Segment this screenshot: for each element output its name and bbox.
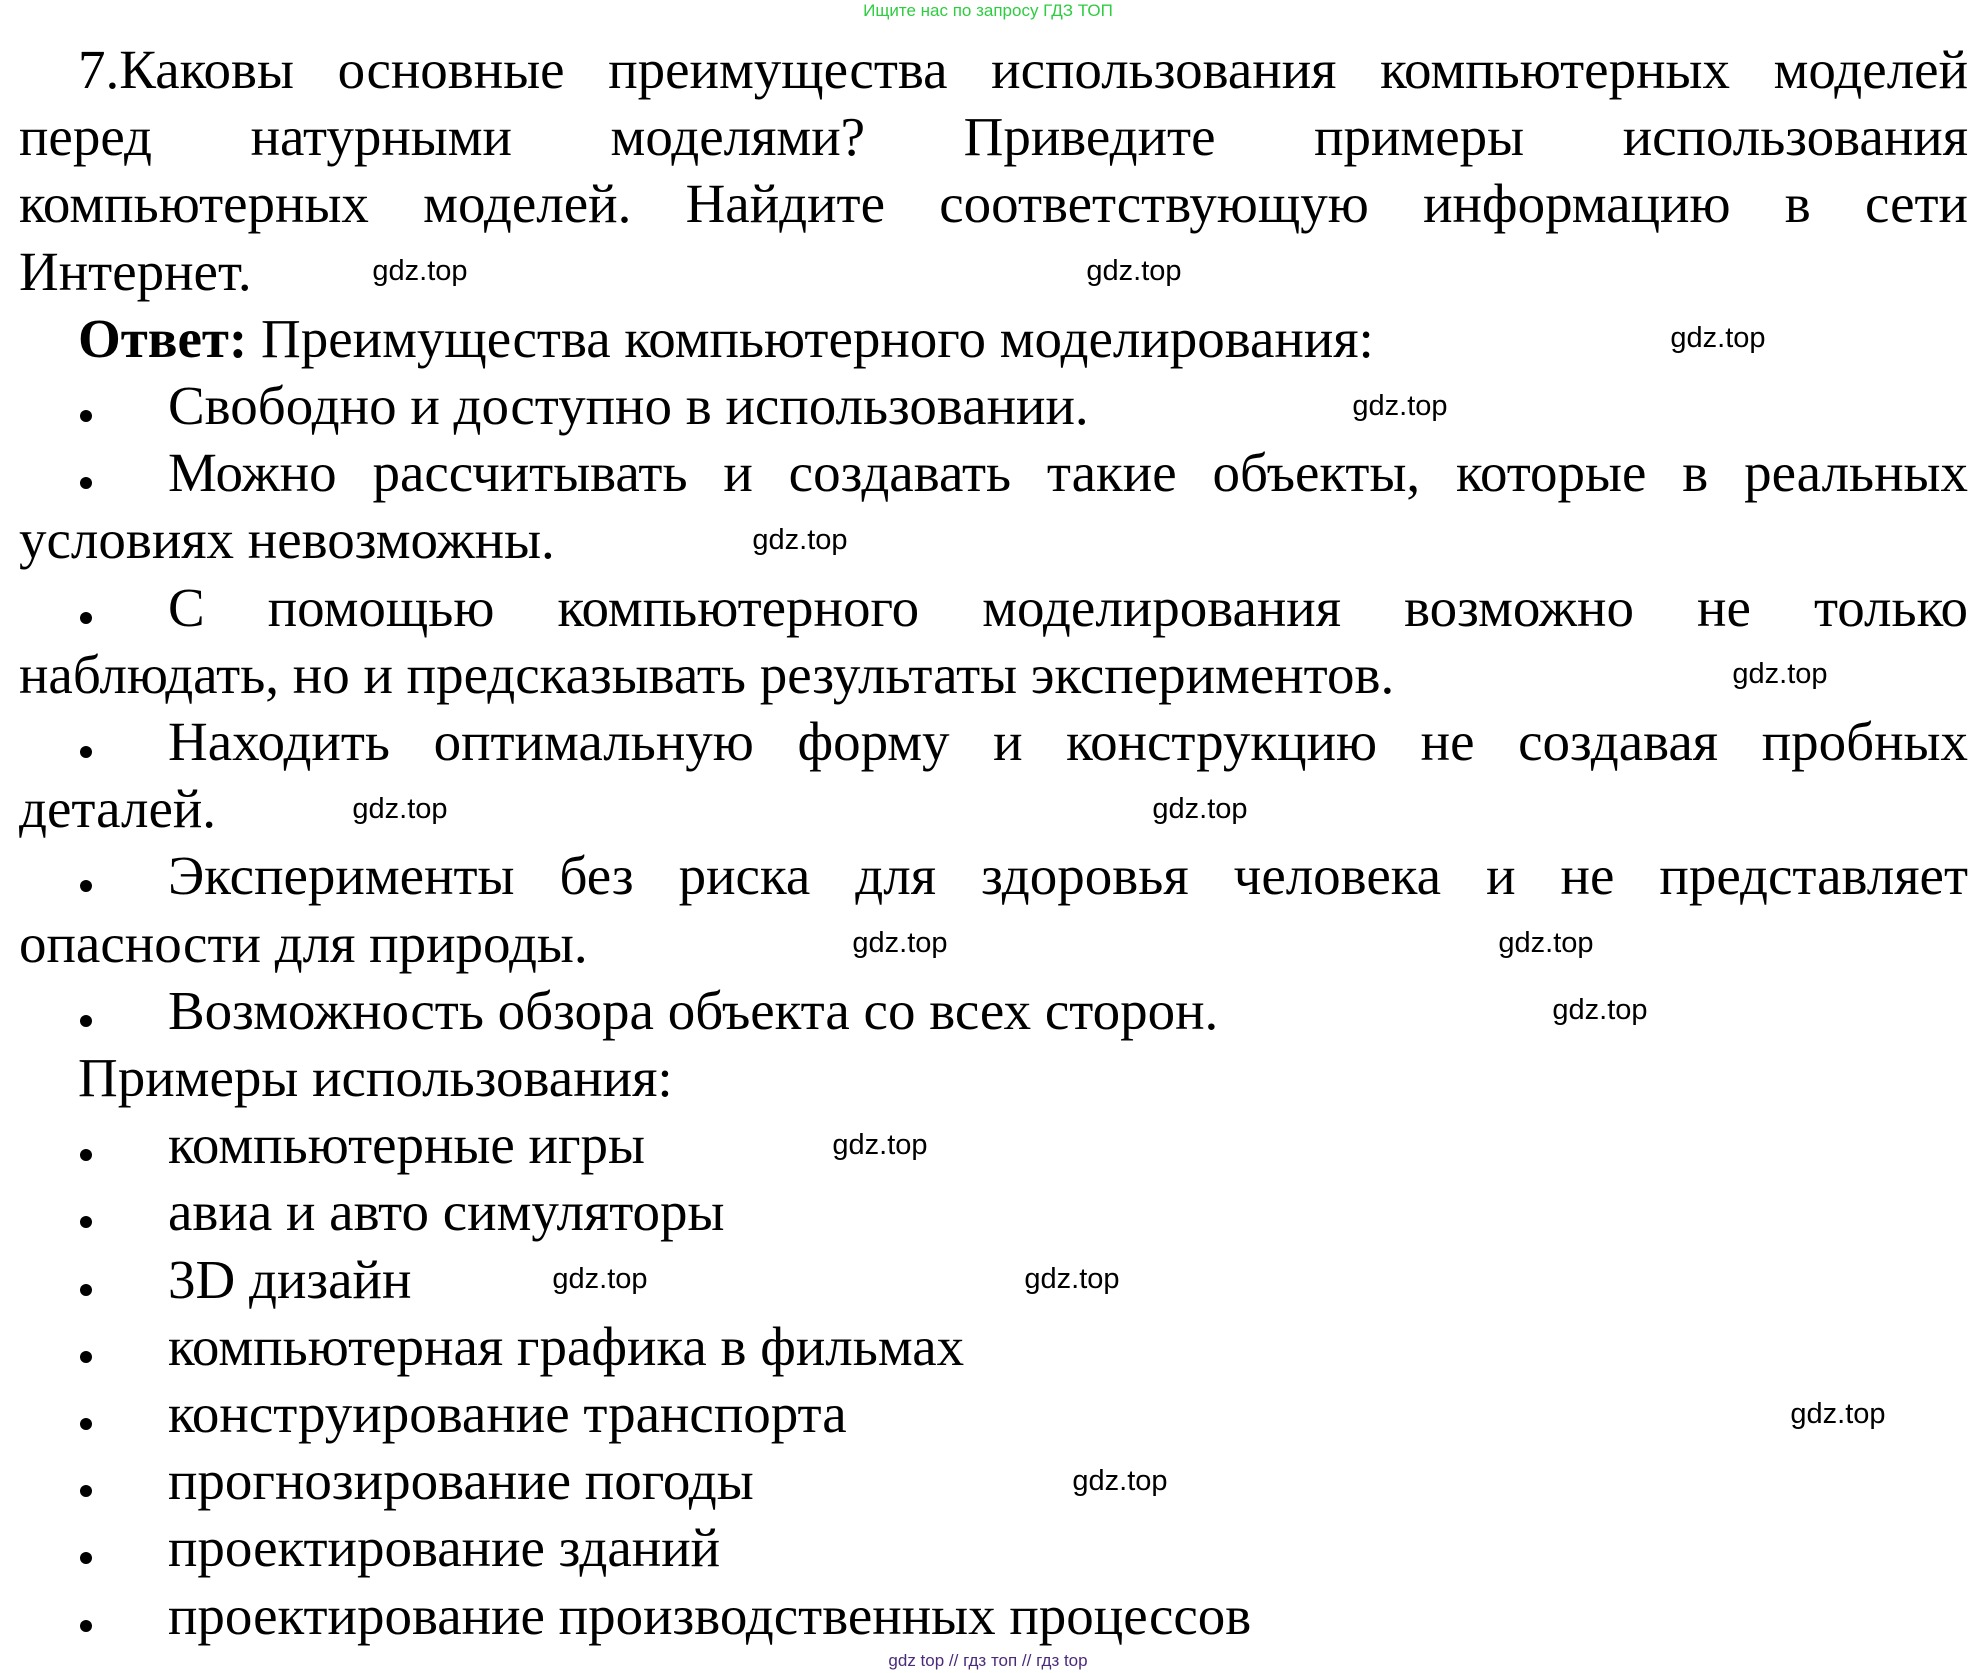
example-item: компьютерная графика в фильмах (168, 1315, 965, 1377)
answer-intro (78, 305, 1374, 372)
answer-label: Ответ: (78, 307, 248, 369)
bullet-icon (80, 1485, 92, 1497)
watermark: gdz.top (1498, 927, 1594, 960)
question-line: 7.Каковы основные преимущества использования компьютерных моделей (78, 39, 1968, 100)
bullet-icon (80, 477, 92, 489)
example-item: проектирование производственных процессов (168, 1584, 1252, 1646)
advantage-item: условиях невозможны. (19, 509, 555, 571)
bullet-icon (80, 1216, 92, 1228)
watermark: gdz.top (1670, 322, 1766, 355)
advantage-item: С помощью компьютерного моделирования возможно не только (168, 576, 1968, 638)
watermark: gdz.top (1024, 1263, 1120, 1296)
question-line: Интернет. (19, 240, 252, 302)
bullet-icon (80, 1552, 92, 1564)
advantage-item: Возможность обзора объекта со всех сторон. (168, 979, 1219, 1041)
bullet-icon (80, 880, 92, 892)
advantage-item: Можно рассчитывать и создавать такие объекты, которые в реальных (168, 442, 1968, 504)
advantage-item: наблюдать, но и предсказывать результаты экспериментов. (19, 643, 1395, 705)
watermark: gdz.top (552, 1263, 648, 1296)
advantage-item: опасности для природы. (19, 912, 588, 974)
top-banner: Ищите нас по запросу ГДЗ ТОП (863, 1, 1113, 20)
answer-intro-text: Преимущества компьютерного моделирования: (247, 307, 1374, 369)
examples-heading: Примеры использования: (78, 1047, 673, 1108)
question-line: перед натурными моделями? Приведите примеры использования (19, 106, 1968, 168)
watermark: gdz.top (1072, 1464, 1168, 1497)
watermark: gdz.top (1086, 255, 1182, 288)
bullet-icon (80, 1620, 92, 1632)
watermark: gdz.top (1790, 1397, 1886, 1430)
watermark: gdz.top (352, 792, 448, 825)
bullet-icon (80, 746, 92, 758)
example-item: конструирование транспорта (168, 1383, 847, 1444)
bullet-icon (80, 1351, 92, 1363)
watermark: gdz.top (752, 523, 848, 556)
question-line: компьютерных моделей. Найдите соответствующую информацию в сети (19, 173, 1968, 235)
watermark: gdz.top (832, 1128, 928, 1161)
watermark: gdz.top (1352, 389, 1448, 422)
watermark: gdz.top (1552, 994, 1648, 1027)
example-item: авиа и авто симуляторы (168, 1181, 725, 1243)
bullet-icon (80, 1149, 92, 1161)
watermark: gdz.top (1152, 792, 1248, 825)
watermark: gdz.top (852, 927, 948, 960)
example-item: 3D дизайн (168, 1248, 412, 1310)
bottom-banner: gdz top // гдз топ // гдз top (888, 1651, 1088, 1670)
advantage-item: Находить оптимальную форму и конструкцию не создавая пробных (168, 711, 1968, 772)
watermark: gdz.top (372, 255, 468, 288)
bullet-icon (80, 1284, 92, 1296)
advantage-item: деталей. (19, 778, 217, 840)
advantage-item: Свободно и доступно в использовании. (168, 375, 1089, 436)
watermark: gdz.top (1732, 658, 1828, 691)
bullet-icon (80, 612, 92, 624)
bullet-icon (80, 1015, 92, 1027)
bullet-icon (80, 1418, 92, 1430)
example-item: прогнозирование погоды (168, 1450, 754, 1512)
example-item: проектирование зданий (168, 1517, 721, 1579)
bullet-icon (80, 410, 92, 422)
example-item: компьютерные игры (168, 1114, 646, 1176)
advantage-item: Эксперименты без риска для здоровья человека и не представляет (168, 845, 1968, 907)
